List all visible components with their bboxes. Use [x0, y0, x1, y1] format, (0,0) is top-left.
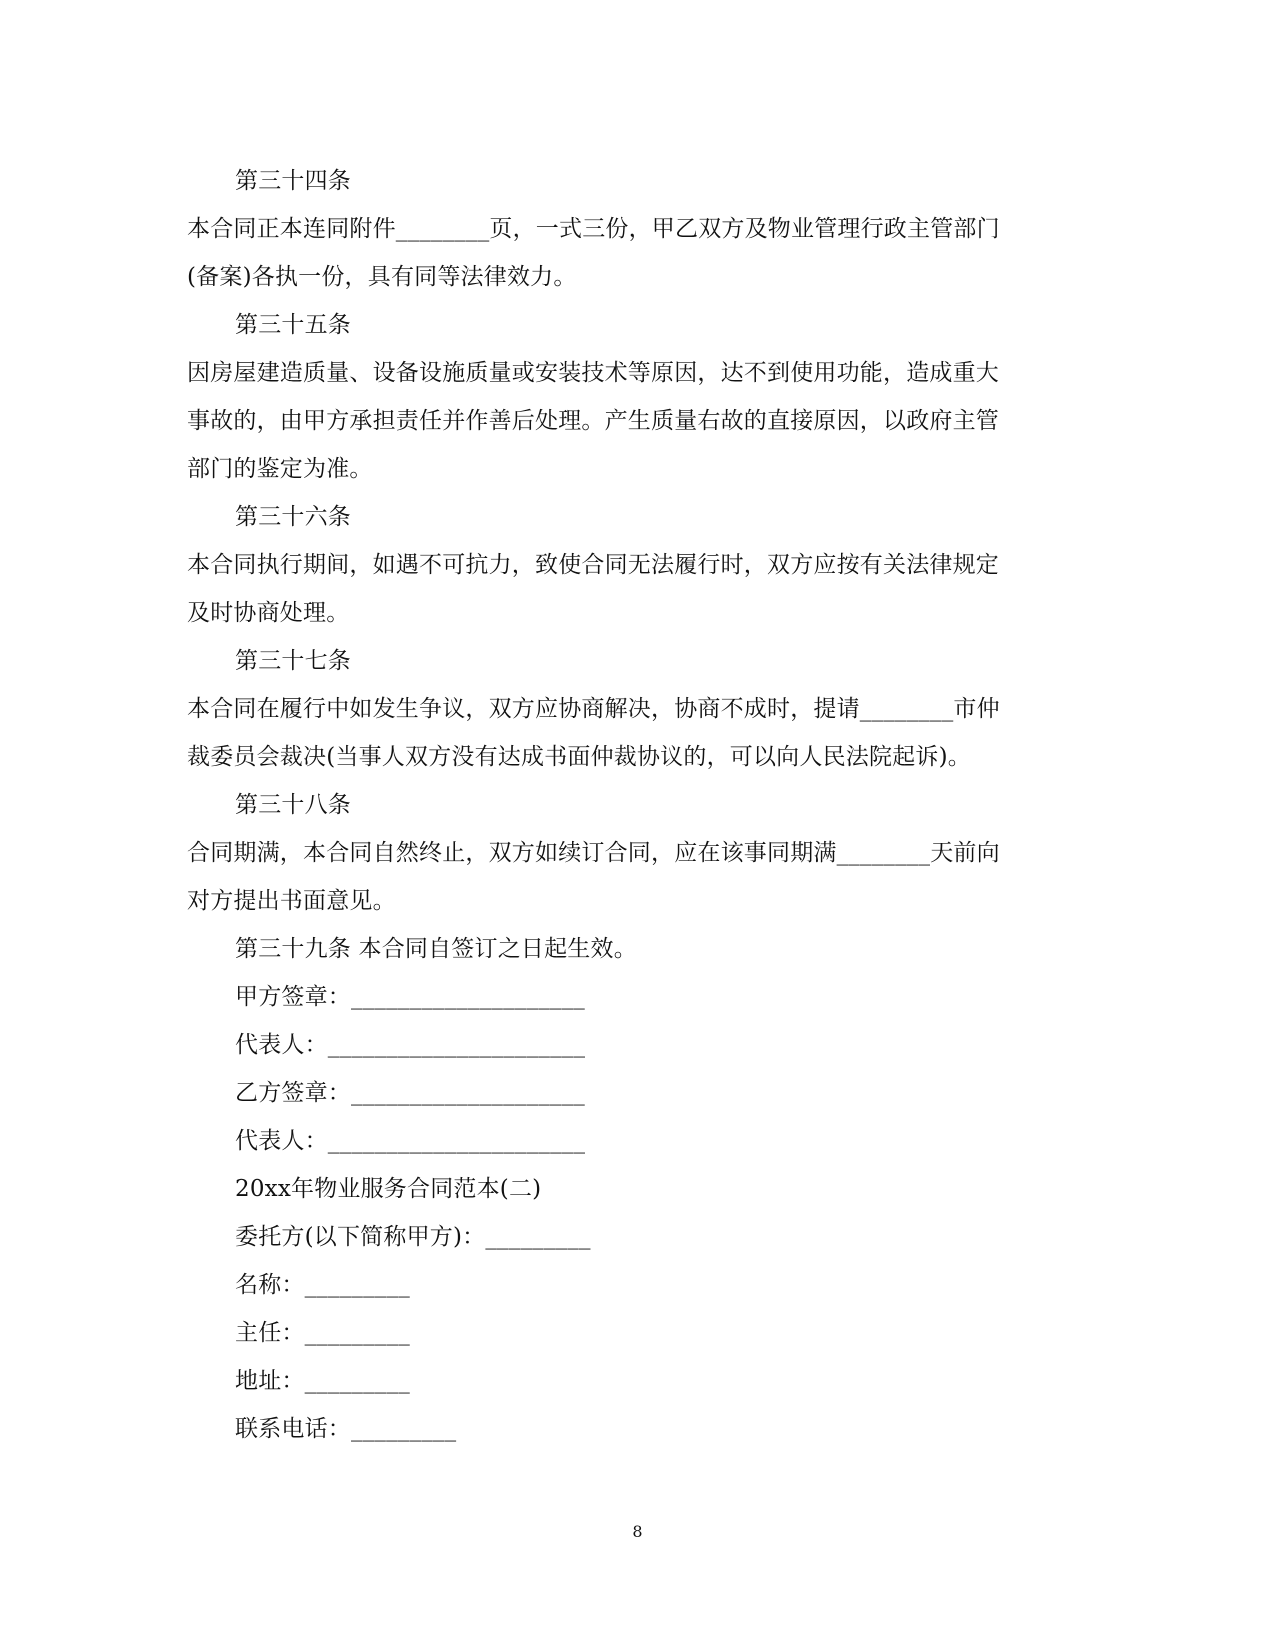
article-34-text-line-2: (备案)各执一份，具有同等法律效力。 [187, 264, 577, 290]
article-34-heading: 第三十四条 [235, 168, 351, 194]
party-a-signature-line: 甲方签章：____________________ [235, 984, 585, 1010]
page-number: 8 [632, 1522, 643, 1541]
article-36-text-line-1: 本合同执行期间，如遇不可抗力，致使合同无法履行时，双方应按有关法律规定 [187, 552, 999, 578]
article-37-heading: 第三十七条 [235, 648, 351, 674]
article-39-text: 第三十九条 本合同自签订之日起生效。 [235, 936, 637, 962]
article-35-text-line-3: 部门的鉴定为准。 [187, 456, 373, 482]
article-38-heading: 第三十八条 [235, 792, 351, 818]
article-36-heading: 第三十六条 [235, 504, 351, 530]
article-37-text-line-2: 裁委员会裁决(当事人双方没有达成书面仲裁协议的，可以向人民法院起诉)。 [187, 744, 971, 770]
article-35-text-line-1: 因房屋建造质量、设备设施质量或安装技术等原因，达不到使用功能，造成重大 [187, 360, 999, 386]
name-line: 名称：_________ [235, 1272, 410, 1298]
party-a-representative-line: 代表人：______________________ [235, 1032, 586, 1058]
article-36-text-line-2: 及时协商处理。 [187, 600, 350, 626]
article-34-text-line-1: 本合同正本连同附件________页，一式三份，甲乙双方及物业管理行政主管部门 [187, 216, 1000, 242]
article-35-heading: 第三十五条 [235, 312, 351, 338]
address-line: 地址：_________ [235, 1368, 410, 1394]
article-35-text-line-2: 事故的，由甲方承担责任并作善后处理。产生质量右故的直接原因，以政府主管 [187, 408, 999, 434]
document-body [187, 157, 1067, 1453]
second-contract-title: 20xx年物业服务合同范本(二) [235, 1176, 542, 1202]
phone-line: 联系电话：_________ [235, 1416, 457, 1442]
client-party-line: 委托方(以下简称甲方)：_________ [235, 1224, 591, 1250]
article-38-text-line-1: 合同期满，本合同自然终止，双方如续订合同，应在该事同期满________天前向 [187, 840, 1000, 866]
article-37-text-line-1: 本合同在履行中如发生争议，双方应协商解决，协商不成时，提请________市仲 [187, 696, 1000, 722]
article-38-text-line-2: 对方提出书面意见。 [187, 888, 396, 914]
director-line: 主任：_________ [235, 1320, 410, 1346]
party-b-representative-line: 代表人：______________________ [235, 1128, 586, 1154]
party-b-signature-line: 乙方签章：____________________ [235, 1080, 585, 1106]
